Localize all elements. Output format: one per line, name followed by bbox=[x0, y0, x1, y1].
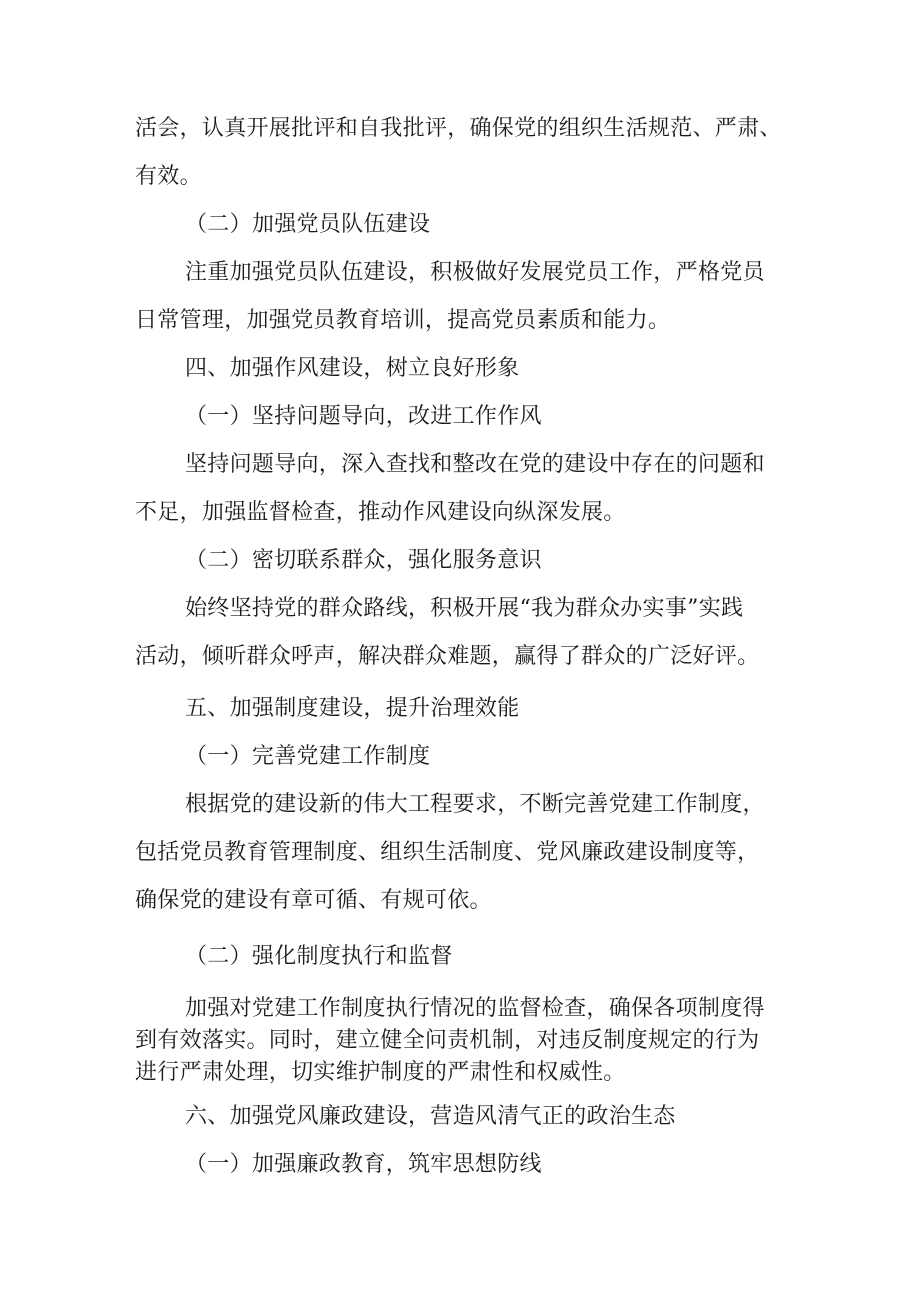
section-heading: 五、加强制度建设，提升治理效能 bbox=[185, 696, 520, 721]
text-line: 有效。 bbox=[135, 164, 202, 189]
text-line: 确保党的建设有章可循、有规可依。 bbox=[135, 888, 492, 913]
text-line: 活会，认真开展批评和自我批评，确保党的组织生活规范、严肃、 bbox=[135, 116, 782, 141]
text-line: 坚持问题导向，深入查找和整改在党的建设中存在的问题和 bbox=[185, 452, 765, 477]
section-heading: （一）加强廉政教育，筑牢思想防线 bbox=[185, 1152, 542, 1177]
section-heading: （一）坚持问题导向，改进工作作风 bbox=[185, 404, 542, 429]
text-line: 不足，加强监督检查，推动作风建设向纵深发展。 bbox=[135, 500, 626, 525]
text-line: 加强对党建工作制度执行情况的监督检查，确保各项制度得 bbox=[185, 996, 765, 1021]
text-line: 到有效落实。同时，建立健全问责机制，对违反制度规定的行为 bbox=[135, 1028, 760, 1053]
section-heading: 六、加强党风廉政建设，营造风清气正的政治生态 bbox=[185, 1104, 676, 1129]
text-line: 根据党的建设新的伟大工程要求，不断完善党建工作制度， bbox=[185, 792, 765, 817]
text-line: 进行严肃处理，切实维护制度的严肃性和权威性。 bbox=[135, 1060, 626, 1085]
section-heading: （二）强化制度执行和监督 bbox=[185, 944, 453, 969]
text-line: 注重加强党员队伍建设，积极做好发展党员工作，严格党员 bbox=[185, 260, 765, 285]
text-line: 包括党员教育管理制度、组织生活制度、党风廉政建设制度等， bbox=[135, 840, 760, 865]
text-line: 始终坚持党的群众路线，积极开展“我为群众办实事”实践 bbox=[185, 596, 744, 621]
section-heading: 四、加强作风建设，树立良好形象 bbox=[185, 356, 520, 381]
text-line: 活动，倾听群众呼声，解决群众难题，赢得了群众的广泛好评。 bbox=[135, 644, 760, 669]
section-heading: （二）密切联系群众，强化服务意识 bbox=[185, 548, 542, 573]
section-heading: （一）完善党建工作制度 bbox=[185, 744, 431, 769]
text-line: 日常管理，加强党员教育培训，提高党员素质和能力。 bbox=[135, 308, 671, 333]
section-heading: （二）加强党员队伍建设 bbox=[185, 212, 431, 237]
